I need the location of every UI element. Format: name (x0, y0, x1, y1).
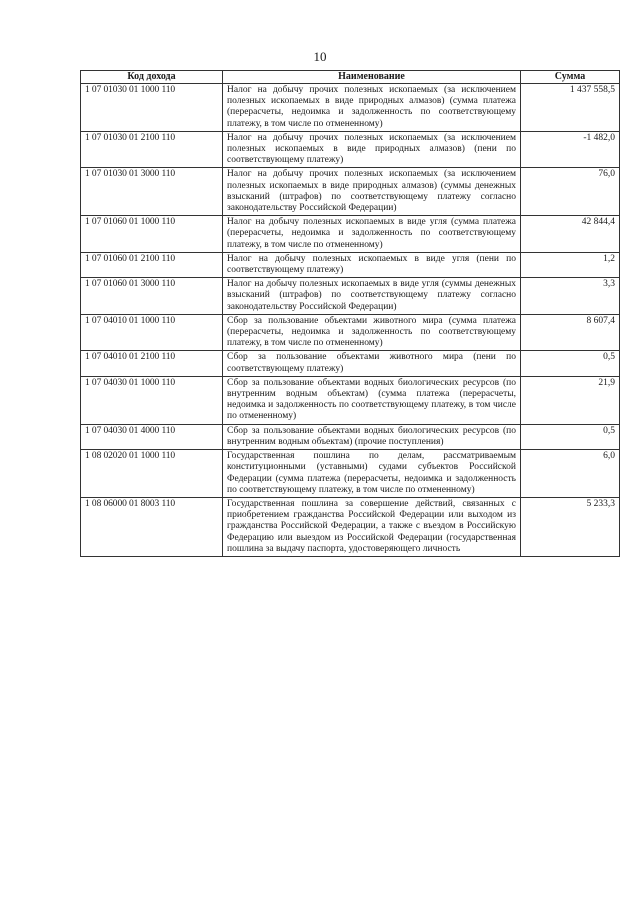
revenue-sum: 1,2 (521, 252, 620, 277)
table-row (81, 278, 620, 315)
revenue-sum: 76,0 (521, 168, 620, 216)
revenue-code: 1 08 06000 01 8003 110 (81, 497, 223, 556)
revenue-sum: -1 482,0 (521, 131, 620, 168)
revenue-name: Налог на добычу полезных ископаемых в виде угля (сумма платежа (перерасчеты, недоимка и задолженность по соответствующему платежу, в том числе по отмененному) (223, 216, 521, 253)
table-row (81, 84, 620, 132)
table-row (81, 216, 620, 253)
revenue-code: 1 07 01030 01 2100 110 (81, 131, 223, 168)
revenue-name: Сбор за пользование объектами животного мира (пени по соответствующему платежу) (223, 351, 521, 376)
revenue-sum: 5 233,3 (521, 497, 620, 556)
revenue-name: Сбор за пользование объектами животного мира (сумма платежа (перерасчеты, недоимка и задолженность по соответствующему платежу, в том числе по отмененному) (223, 314, 521, 351)
revenue-code: 1 07 01060 01 1000 110 (81, 216, 223, 253)
revenue-code: 1 07 04030 01 4000 110 (81, 424, 223, 449)
revenue-name: Налог на добычу полезных ископаемых в виде угля (пени по соответствующему платежу) (223, 252, 521, 277)
revenue-code: 1 07 01030 01 1000 110 (81, 84, 223, 132)
revenue-code: 1 07 01060 01 3000 110 (81, 278, 223, 315)
table-row (81, 450, 620, 498)
revenue-sum: 8 607,4 (521, 314, 620, 351)
revenue-name: Налог на добычу прочих полезных ископаемых (за исключением полезных ископаемых в виде природных алмазов) (суммы денежных взысканий (штрафов) по соответствующему платежу согласно законодательству Российской Федерации) (223, 168, 521, 216)
revenue-code: 1 07 04010 01 1000 110 (81, 314, 223, 351)
revenue-name: Государственная пошлина за совершение действий, связанных с приобретением гражданства Российской Федерации или выходом из гражданства Российской Федерации, а также с въездом в Российскую Федерацию или выездом из Российской Федерации (государственная пошлина за выдачу паспорта, удостоверяющего личность (223, 497, 521, 556)
revenue-name: Сбор за пользование объектами водных биологических ресурсов (по внутренним водным объектам) (прочие поступления) (223, 424, 521, 449)
header-code: Код дохода (81, 71, 223, 84)
revenue-sum: 6,0 (521, 450, 620, 498)
revenue-sum: 42 844,4 (521, 216, 620, 253)
revenue-name: Сбор за пользование объектами водных биологических ресурсов (по внутренним водным объектам) (сумма платежа (перерасчеты, недоимка и задолженность по соответствующему платежу, в том числе по отмененному) (223, 376, 521, 424)
revenue-sum: 1 437 558,5 (521, 84, 620, 132)
revenue-code: 1 07 04030 01 1000 110 (81, 376, 223, 424)
table-row (81, 314, 620, 351)
revenue-name: Налог на добычу полезных ископаемых в виде угля (суммы денежных взысканий (штрафов) по соответствующему платежу согласно законодательству Российской Федерации) (223, 278, 521, 315)
table-row (81, 351, 620, 376)
table-header-row (81, 71, 620, 84)
revenue-code: 1 07 01060 01 2100 110 (81, 252, 223, 277)
revenue-name: Государственная пошлина по делам, рассматриваемым конституционными (уставными) судами субъектов Российской Федерации (сумма платежа (перерасчеты, недоимка и задолженность по соответствующему платежу, в том числе по отмененному) (223, 450, 521, 498)
table-row (81, 131, 620, 168)
table-row (81, 168, 620, 216)
revenue-sum: 0,5 (521, 424, 620, 449)
header-sum: Сумма (521, 71, 620, 84)
table-row (81, 424, 620, 449)
page-number: 10 (313, 49, 327, 64)
table-row (81, 376, 620, 424)
revenue-sum: 21,9 (521, 376, 620, 424)
revenue-code: 1 07 04010 01 2100 110 (81, 351, 223, 376)
table-row (81, 497, 620, 556)
revenue-sum: 0,5 (521, 351, 620, 376)
table-row (81, 252, 620, 277)
revenue-name: Налог на добычу прочих полезных ископаемых (за исключением полезных ископаемых в виде природных алмазов) (сумма платежа (перерасчеты, недоимка и задолженность по соответствующему платежу, в том числе по отмененному) (223, 84, 521, 132)
revenue-sum: 3,3 (521, 278, 620, 315)
revenue-table (80, 70, 620, 557)
revenue-name: Налог на добычу прочих полезных ископаемых (за исключением полезных ископаемых в виде природных алмазов) (пени по соответствующему платежу) (223, 131, 521, 168)
header-name: Наименование (223, 71, 521, 84)
revenue-code: 1 07 01030 01 3000 110 (81, 168, 223, 216)
revenue-code: 1 08 02020 01 1000 110 (81, 450, 223, 498)
